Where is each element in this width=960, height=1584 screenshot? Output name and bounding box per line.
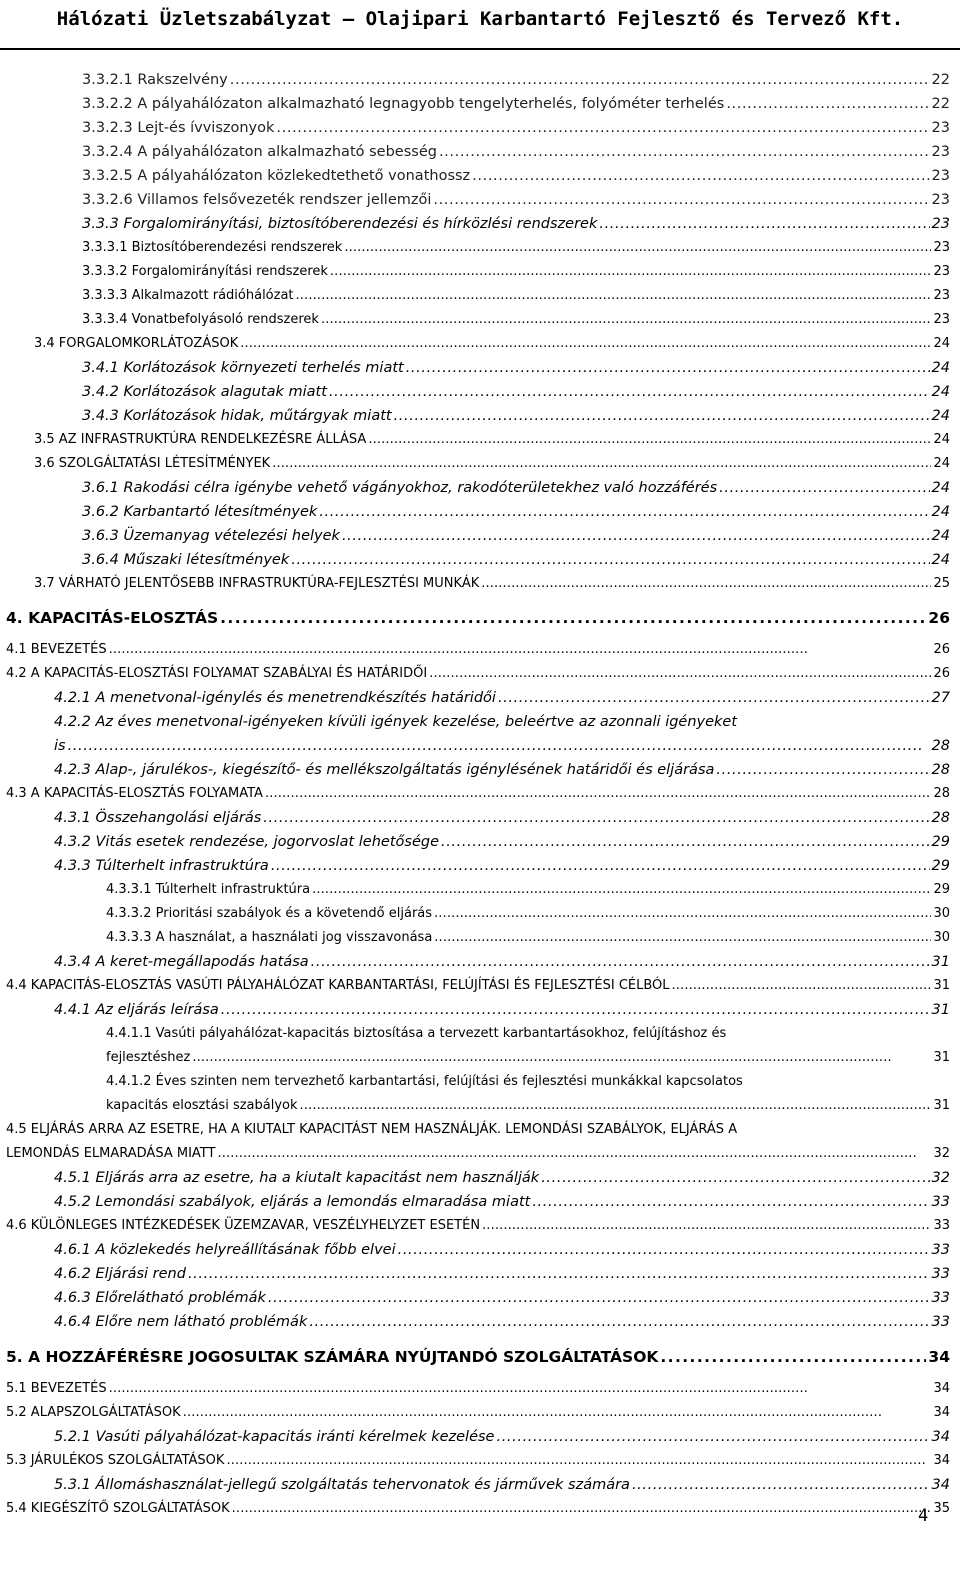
toc-entry-page: 34: [933, 1405, 950, 1420]
dot-leader: [368, 432, 931, 447]
header-title: Hálózati Üzletszabályzat – Olajipari Karbantartó Fejlesztő és Tervező Kft.: [56, 8, 904, 30]
dot-leader: [291, 552, 929, 568]
toc-entry-title: 3.6.1 Rakodási célra igénybe vehető vágányokhoz, rakodóterületekhez való hozzáférés: [82, 480, 718, 496]
toc-entry-title: 3.3.3.1 Biztosítóberendezési rendszerek: [82, 240, 343, 255]
toc-entry[interactable]: [54, 1170, 950, 1194]
toc-entry-title: 5. A HOZZÁFÉRÉSRE JOGOSULTAK SZÁMÁRA NYÚJTANDÓ SZOLGÁLTATÁSOK: [6, 1348, 659, 1366]
dot-leader: [221, 1002, 930, 1018]
toc-entry[interactable]: [82, 72, 950, 96]
toc-entry[interactable]: [82, 144, 950, 168]
dot-leader: [541, 1170, 929, 1186]
toc-entry-title: 3.3.2.4 A pályahálózaton alkalmazható sebesség: [82, 144, 437, 160]
toc-entry-page: 31: [933, 1098, 950, 1113]
toc-entry[interactable]: [54, 1314, 950, 1338]
toc-entry-page: 24: [931, 360, 950, 376]
toc-entry-page: 23: [933, 312, 950, 327]
toc-entry-title: 5.1 BEVEZETÉS: [6, 1381, 107, 1396]
toc-entry-page: 28: [931, 738, 950, 754]
toc-entry-page: 32: [933, 1146, 950, 1161]
dot-leader: [217, 1146, 931, 1161]
dot-leader: [321, 312, 931, 327]
dot-leader: [481, 576, 931, 591]
toc-entry-title: 4.4 KAPACITÁS-ELOSZTÁS VASÚTI PÁLYAHÁLÓZAT KARBANTARTÁSI, FELÚJÍTÁSI ÉS FEJLESZTÉSI CÉLBÓL: [6, 978, 670, 993]
toc-entry-title: 3.4.2 Korlátozások alagutak miatt: [82, 384, 327, 400]
toc-entry-title: 3.6.3 Üzemanyag vételezési helyek: [82, 528, 340, 544]
toc-entry-text[interactable]: 4.4.1.2 Éves szinten nem tervezhető karbantartási, felújítási és fejlesztési munkákkal kapcsolatos: [106, 1074, 743, 1089]
toc-entry-page: 34: [933, 1453, 950, 1468]
toc-entry[interactable]: [54, 738, 950, 762]
toc-entry-page: 29: [931, 834, 950, 850]
toc-entry-text[interactable]: 4.2.2 Az éves menetvonal-igényeken kívüli igények kezelése, beleértve az azonnali igényeket: [54, 714, 738, 730]
toc-entry-title: 4.3.3.3 A használat, a használati jog visszavonása: [106, 930, 433, 945]
dot-leader: [632, 1477, 930, 1493]
toc-entry-page: 26: [933, 666, 950, 681]
toc-entry-page: 31: [933, 978, 950, 993]
toc-entry[interactable]: [54, 1002, 950, 1026]
toc-entry-title: 3.3.2.3 Lejt-és ívviszonyok: [82, 120, 275, 136]
toc-entry-page: 24: [931, 384, 950, 400]
toc-entry-page: 35: [933, 1501, 950, 1516]
dot-leader: [716, 762, 929, 778]
toc-entry-title: 4.3.4 A keret-megállapodás hatása: [54, 954, 309, 970]
toc-entry-page: 24: [933, 432, 950, 447]
toc-entry-title: 3.7 VÁRHATÓ JELENTŐSEBB INFRASTRUKTÚRA-FEJLESZTÉSI MUNKÁK: [34, 576, 480, 591]
toc-entry-page: 29: [931, 858, 950, 874]
dot-leader: [188, 1266, 930, 1282]
toc-entry-title: 3.4 FORGALOMKORLÁTOZÁSOK: [34, 336, 239, 351]
toc-entry[interactable]: [34, 456, 950, 480]
toc-entry-title: 4.5.2 Lemondási szabályok, eljárás a lemondás elmaradása miatt: [54, 1194, 531, 1210]
toc-entry[interactable]: [34, 432, 950, 456]
toc-entry-title: 4.6.2 Eljárási rend: [54, 1266, 186, 1282]
dot-leader: [309, 1314, 929, 1330]
toc-entry[interactable]: [54, 1194, 950, 1218]
toc-entry[interactable]: [54, 834, 950, 858]
toc-entry-page: 33: [931, 1266, 950, 1282]
toc-entry[interactable]: [106, 1098, 950, 1122]
toc-entry[interactable]: [82, 360, 950, 384]
dot-leader: [192, 1050, 931, 1065]
toc-entry-page: 24: [931, 408, 950, 424]
dot-leader: [344, 240, 931, 255]
toc-entry[interactable]: [6, 666, 950, 690]
dot-leader: [329, 384, 930, 400]
toc-entry[interactable]: [6, 1501, 950, 1525]
toc-entry[interactable]: [6, 1146, 950, 1170]
toc-entry-title: 3.4.1 Korlátozások környezeti terhelés miatt: [82, 360, 404, 376]
toc-entry-title: 5.3.1 Állomáshasználat-jellegű szolgáltatás tehervonatok és járművek számára: [54, 1477, 630, 1493]
toc-entry-page: 33: [931, 1242, 950, 1258]
toc-entry[interactable]: [54, 1477, 950, 1501]
dot-leader: [342, 528, 930, 544]
dot-leader: [319, 504, 929, 520]
toc-entry-title: is: [54, 738, 66, 754]
toc-entry-title: 3.6.2 Karbantartó létesítmények: [82, 504, 318, 520]
toc-entry[interactable]: [54, 762, 950, 786]
toc-entry[interactable]: [82, 504, 950, 528]
toc-entry-title: 3.6 SZOLGÁLTATÁSI LÉTESÍTMÉNYEK: [34, 456, 271, 471]
toc-entry[interactable]: [82, 528, 950, 552]
toc-entry[interactable]: [6, 978, 950, 1002]
toc-entry[interactable]: [54, 1290, 950, 1314]
toc-entry-page: 31: [931, 1002, 950, 1018]
toc-entry-title: 4.3.3 Túlterhelt infrastruktúra: [54, 858, 269, 874]
toc-entry[interactable]: [82, 168, 950, 192]
dot-leader: [265, 786, 932, 801]
dot-leader: [394, 408, 930, 424]
toc-entry-title: 3.3.3.4 Vonatbefolyásoló rendszerek: [82, 312, 319, 327]
toc-entry-page: 23: [931, 192, 950, 208]
toc-entry[interactable]: [82, 216, 950, 240]
toc-entry[interactable]: [54, 1266, 950, 1290]
toc-entry[interactable]: [106, 906, 950, 930]
toc-entry[interactable]: [54, 1429, 950, 1453]
dot-leader: [429, 666, 931, 681]
toc-entry-title: 5.4 KIEGÉSZÍTŐ SZOLGÁLTATÁSOK: [6, 1501, 230, 1516]
toc-entry[interactable]: [82, 288, 950, 312]
toc-entry[interactable]: [54, 690, 950, 714]
dot-leader: [311, 954, 930, 970]
toc-entry-page: 30: [933, 930, 950, 945]
toc-entry-page: 30: [933, 906, 950, 921]
dot-leader: [441, 834, 930, 850]
dot-leader: [296, 288, 932, 303]
page-number: 4: [918, 1506, 929, 1526]
toc-entry-page: 28: [931, 810, 950, 826]
toc-entry-title: 3.3.2.5 A pályahálózaton közlekedtethető vonathossz: [82, 168, 471, 184]
toc-entry[interactable]: [82, 480, 950, 504]
dot-leader: [268, 1290, 930, 1306]
toc-entry[interactable]: [82, 552, 950, 576]
toc-entry-page: 22: [931, 72, 950, 88]
toc-entry[interactable]: [34, 576, 950, 600]
toc-entry[interactable]: [82, 408, 950, 432]
toc-entry-page: 24: [931, 552, 950, 568]
dot-leader: [434, 930, 931, 945]
dot-leader: [68, 738, 930, 754]
toc-entry-page: 34: [933, 1381, 950, 1396]
toc-entry[interactable]: [82, 264, 950, 288]
toc-entry[interactable]: [34, 336, 950, 360]
dot-leader: [220, 609, 926, 627]
toc-entry-title: 4.2.3 Alap-, járulékos-, kiegészítő- és mellékszolgáltatás igénylésének határidői és eljárása: [54, 762, 715, 778]
dot-leader: [300, 1098, 932, 1113]
toc-entry[interactable]: [106, 1050, 950, 1074]
toc-entry-page: 24: [931, 504, 950, 520]
toc-entry-page: 26: [933, 642, 950, 657]
toc-entry-title: 4.3.3.1 Túlterhelt infrastruktúra: [106, 882, 311, 897]
toc-entry-title: 4.6.3 Előrelátható problémák: [54, 1290, 266, 1306]
dot-leader: [226, 1453, 931, 1468]
toc-entry-title: 4.3.2 Vitás esetek rendezése, jogorvoslat lehetősége: [54, 834, 439, 850]
dot-leader: [109, 642, 932, 657]
toc-entry-page: 24: [931, 528, 950, 544]
toc-entry-title: LEMONDÁS ELMARADÁSA MIATT: [6, 1146, 216, 1161]
toc-entry-title: 4.6.1 A közlekedés helyreállításának főbb elvei: [54, 1242, 396, 1258]
toc-entry-page: 22: [931, 96, 950, 112]
toc-entry-title: 3.4.3 Korlátozások hidak, műtárgyak miatt: [82, 408, 392, 424]
toc-entry[interactable]: [6, 642, 950, 666]
toc-entry-title: 3.3.3.2 Forgalomirányítási rendszerek: [82, 264, 328, 279]
toc-entry-title: 4.4.1 Az eljárás leírása: [54, 1002, 219, 1018]
dot-leader: [482, 1218, 931, 1233]
toc-entry[interactable]: [6, 1405, 950, 1429]
dot-leader: [230, 72, 930, 88]
dot-leader: [472, 168, 929, 184]
toc-entry-title: 3.3.2.2 A pályahálózaton alkalmazható legnagyobb tengelyterhelés, folyóméter terhelés: [82, 96, 725, 112]
toc-entry-page: 33: [931, 1194, 950, 1210]
toc-entry-page: 25: [933, 576, 950, 591]
toc-entry[interactable]: [54, 810, 950, 834]
toc-entry-title: 4.6 KÜLÖNLEGES INTÉZKEDÉSEK ÜZEMZAVAR, VESZÉLYHELYZET ESETÉN: [6, 1218, 481, 1233]
toc-entry-title: 3.3.3 Forgalomirányítási, biztosítóberendezési és hírközlési rendszerek: [82, 216, 598, 232]
dot-leader: [263, 810, 929, 826]
dot-leader: [439, 144, 930, 160]
toc-entry-title: 4.3.3.2 Prioritási szabályok és a követendő eljárás: [106, 906, 433, 921]
toc-entry-page: 27: [931, 690, 950, 706]
toc-entry[interactable]: [6, 1381, 950, 1405]
dot-leader: [272, 456, 931, 471]
dot-leader: [660, 1348, 926, 1366]
toc-entry-title: 4.6.4 Előre nem látható problémák: [54, 1314, 308, 1330]
toc-entry-title: 3.3.3.3 Alkalmazott rádióhálózat: [82, 288, 294, 303]
toc-entry-page: 23: [931, 120, 950, 136]
toc-entry-title: 4.5.1 Eljárás arra az esetre, ha a kiutalt kapacitást nem használják: [54, 1170, 540, 1186]
toc-entry[interactable]: [6, 1348, 950, 1372]
dot-leader: [498, 690, 930, 706]
toc-entry-title: 3.3.2.6 Villamos felsővezeték rendszer jellemzői: [82, 192, 432, 208]
dot-leader: [672, 978, 932, 993]
toc-entry-title: 4.3.1 Összehangolási eljárás: [54, 810, 262, 826]
toc-entry-page: 29: [933, 882, 950, 897]
toc-entry-page: 32: [931, 1170, 950, 1186]
dot-leader: [398, 1242, 930, 1258]
toc-entry-title: 4. KAPACITÁS-ELOSZTÁS: [6, 609, 219, 627]
toc-entry-title: 3.3.2.1 Rakszelvény: [82, 72, 228, 88]
toc-entry[interactable]: [82, 120, 950, 144]
dot-leader: [109, 1381, 932, 1396]
toc-entry-page: 23: [931, 168, 950, 184]
toc-entry[interactable]: [54, 954, 950, 978]
toc-entry[interactable]: [6, 786, 950, 810]
toc-entry-title: 5.2 ALAPSZOLGÁLTATÁSOK: [6, 1405, 181, 1420]
toc-entry-text[interactable]: 4.4.1.1 Vasúti pályahálózat-kapacitás biztosítása a tervezett karbantartásokhoz, felújításhoz és: [106, 1026, 727, 1041]
toc-entry-title: fejlesztéshez: [106, 1050, 191, 1065]
dot-leader: [276, 120, 929, 136]
toc-entry[interactable]: [82, 96, 950, 120]
toc-entry-title: 4.3 A KAPACITÁS-ELOSZTÁS FOLYAMATA: [6, 786, 263, 801]
dot-leader: [599, 216, 929, 232]
toc-entry-title: 3.6.4 Műszaki létesítmények: [82, 552, 290, 568]
toc-entry-title: 4.2 A KAPACITÁS-ELOSZTÁSI FOLYAMAT SZABÁLYAI ÉS HATÁRIDŐI: [6, 666, 428, 681]
toc-entry-page: 23: [931, 144, 950, 160]
toc-entry[interactable]: [6, 609, 950, 633]
toc-entry-title: kapacitás elosztási szabályok: [106, 1098, 298, 1113]
toc-entry[interactable]: [54, 858, 950, 882]
dot-leader: [406, 360, 930, 376]
dot-leader: [726, 96, 929, 112]
dot-leader: [271, 858, 930, 874]
toc-entry-page: 26: [928, 609, 950, 627]
toc-entry[interactable]: [82, 240, 950, 264]
toc-entry-page: 23: [933, 240, 950, 255]
dot-leader: [532, 1194, 929, 1210]
toc-entry[interactable]: [6, 1218, 950, 1242]
toc-entry-page: 24: [933, 336, 950, 351]
toc-entry-page: 34: [931, 1477, 950, 1493]
toc-entry-page: 34: [928, 1348, 950, 1366]
toc-entry[interactable]: [106, 930, 950, 954]
toc-entry-page: 33: [931, 1314, 950, 1330]
dot-leader: [330, 264, 932, 279]
toc-entry-page: 28: [933, 786, 950, 801]
toc-entry-title: 4.1 BEVEZETÉS: [6, 642, 107, 657]
dot-leader: [496, 1429, 929, 1445]
toc-entry-page: 23: [931, 216, 950, 232]
toc-entry[interactable]: [6, 1453, 950, 1477]
toc-entry[interactable]: [54, 1242, 950, 1266]
toc-entry-page: 28: [931, 762, 950, 778]
toc-entry-title: 5.2.1 Vasúti pályahálózat-kapacitás iránti kérelmek kezelése: [54, 1429, 495, 1445]
toc-entry-page: 24: [931, 480, 950, 496]
dot-leader: [719, 480, 929, 496]
toc-entry[interactable]: [82, 384, 950, 408]
toc-entry[interactable]: [106, 882, 950, 906]
dot-leader: [434, 906, 931, 921]
dot-leader: [312, 882, 931, 897]
dot-leader: [240, 336, 931, 351]
dot-leader: [183, 1405, 932, 1420]
toc-entry-page: 23: [933, 264, 950, 279]
toc-entry-page: 24: [933, 456, 950, 471]
toc-entry-title: 4.2.1 A menetvonal-igénylés és menetrendkészítés határidői: [54, 690, 496, 706]
toc-entry-page: 31: [933, 1050, 950, 1065]
toc-entry-page: 31: [931, 954, 950, 970]
toc-entry[interactable]: [82, 192, 950, 216]
toc-entry-page: 33: [931, 1290, 950, 1306]
toc-entry[interactable]: [82, 312, 950, 336]
toc-entry-page: 23: [933, 288, 950, 303]
toc-entry-page: 33: [933, 1218, 950, 1233]
toc-entry-text[interactable]: 4.5 ELJÁRÁS ARRA AZ ESETRE, HA A KIUTALT KAPACITÁST NEM HASZNÁLJÁK. LEMONDÁSI SZABÁLYOK, ELJÁRÁS A: [6, 1122, 738, 1137]
toc-entry-page: 34: [931, 1429, 950, 1445]
dot-leader: [433, 192, 929, 208]
toc-entry-title: 3.5 AZ INFRASTRUKTÚRA RENDELKEZÉSRE ÁLLÁSA: [34, 432, 367, 447]
dot-leader: [232, 1501, 932, 1516]
toc-entry-title: 5.3 JÁRULÉKOS SZOLGÁLTATÁSOK: [6, 1453, 225, 1468]
